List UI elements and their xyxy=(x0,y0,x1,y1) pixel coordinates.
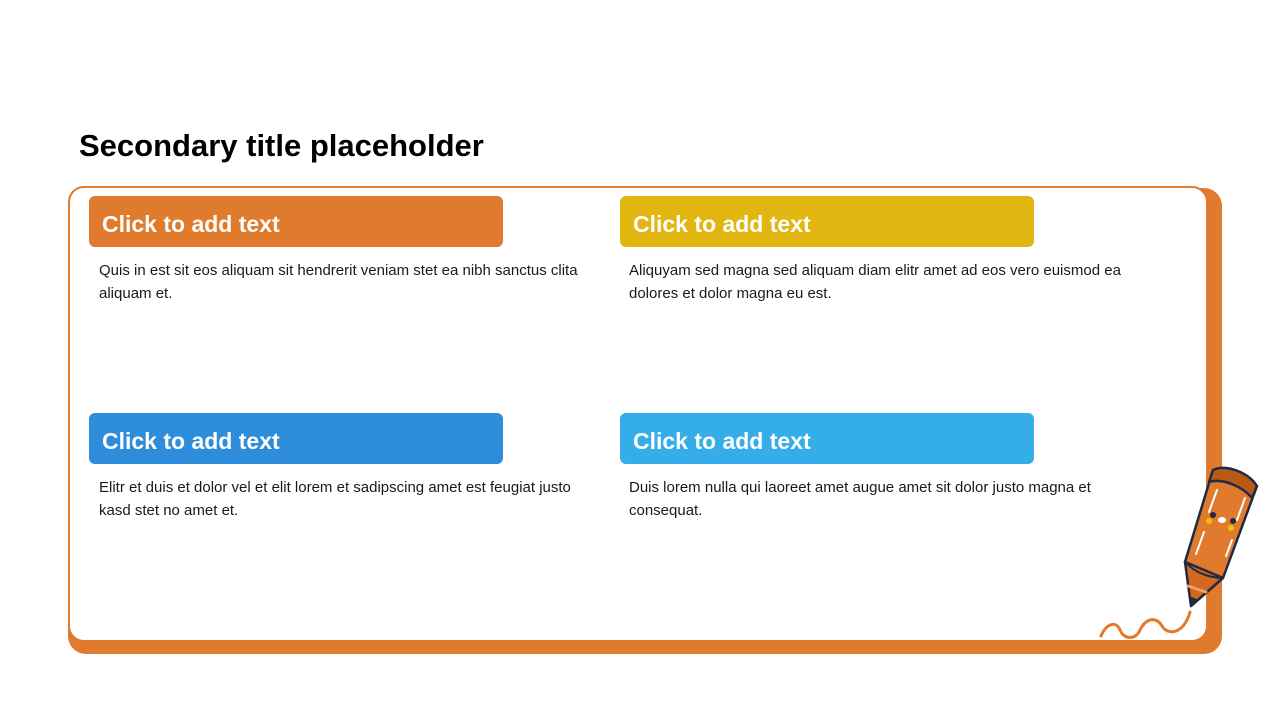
pencil-icon xyxy=(1096,462,1262,648)
card-2-text[interactable]: Aliquyam sed magna sed aliquam diam elitr amet ad eos vero euismod ea dolores et dolor magna eu est. xyxy=(629,262,1121,302)
card-2-title[interactable]: Click to add text xyxy=(620,196,1034,247)
card-3-text[interactable]: Elitr et duis et dolor vel et elit lorem et sadipscing amet est feugiat justo kasd stet no amet et. xyxy=(99,479,571,519)
card-4-title[interactable]: Click to add text xyxy=(620,413,1034,464)
slide-title[interactable]: Secondary title placeholder xyxy=(79,128,484,163)
card-3-title[interactable]: Click to add text xyxy=(89,413,503,464)
card-4-text[interactable]: Duis lorem nulla qui laoreet amet augue amet sit dolor justo magna et consequat. xyxy=(629,479,1091,519)
card-1-text[interactable]: Quis in est sit eos aliquam sit hendrerit veniam stet ea nibh sanctus clita aliquam et. xyxy=(99,262,578,302)
card-1-title[interactable]: Click to add text xyxy=(89,196,503,247)
squiggle-line xyxy=(1101,612,1190,638)
